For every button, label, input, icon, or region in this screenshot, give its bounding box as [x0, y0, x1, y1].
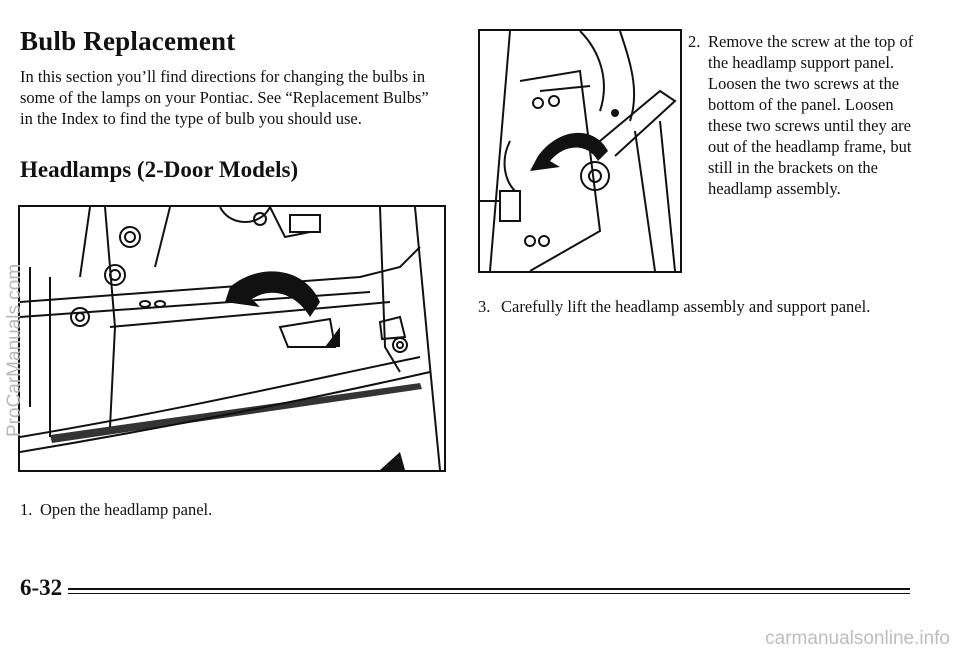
section-heading: Bulb Replacement — [20, 26, 236, 56]
footer-rule-thin — [68, 593, 910, 594]
headlamp-panel-illustration — [18, 205, 446, 472]
step-3-text: Carefully lift the headlamp assembly and support panel. — [501, 297, 871, 316]
step-3-number: 3. — [478, 297, 491, 316]
step-1 — [20, 499, 440, 520]
step-1-text: Open the headlamp panel. — [40, 500, 213, 519]
step-2-text: Remove the screw at the top of the headlamp support panel. Loosen the two screws at the bottom of the panel. Loosen these two screws until they are out of the headlamp frame, but still in the brackets on the headlamp assembly. — [708, 32, 914, 198]
support-panel-screws-illustration — [478, 29, 682, 273]
page-number: 6-32 — [20, 575, 63, 600]
intro-paragraph: In this section you’ll find directions for changing the bulbs in some of the lamps on your Pontiac. See “Replacement Bulbs” in the Index to find the type of bulb you should use. — [20, 67, 429, 128]
support-panel-drawing — [480, 31, 680, 271]
step-1-number: 1. — [20, 500, 33, 519]
subsection-heading: Headlamps (2-Door Models) — [20, 157, 299, 182]
watermark-bottom: carmanualsonline.info — [765, 628, 950, 649]
watermark-left: ProCarManuals.com — [4, 263, 25, 437]
step-2-number: 2. — [688, 32, 701, 51]
step-3 — [478, 296, 908, 317]
headlamp-panel-drawing — [20, 207, 444, 470]
step-2 — [688, 31, 918, 199]
footer-rule — [68, 588, 910, 590]
